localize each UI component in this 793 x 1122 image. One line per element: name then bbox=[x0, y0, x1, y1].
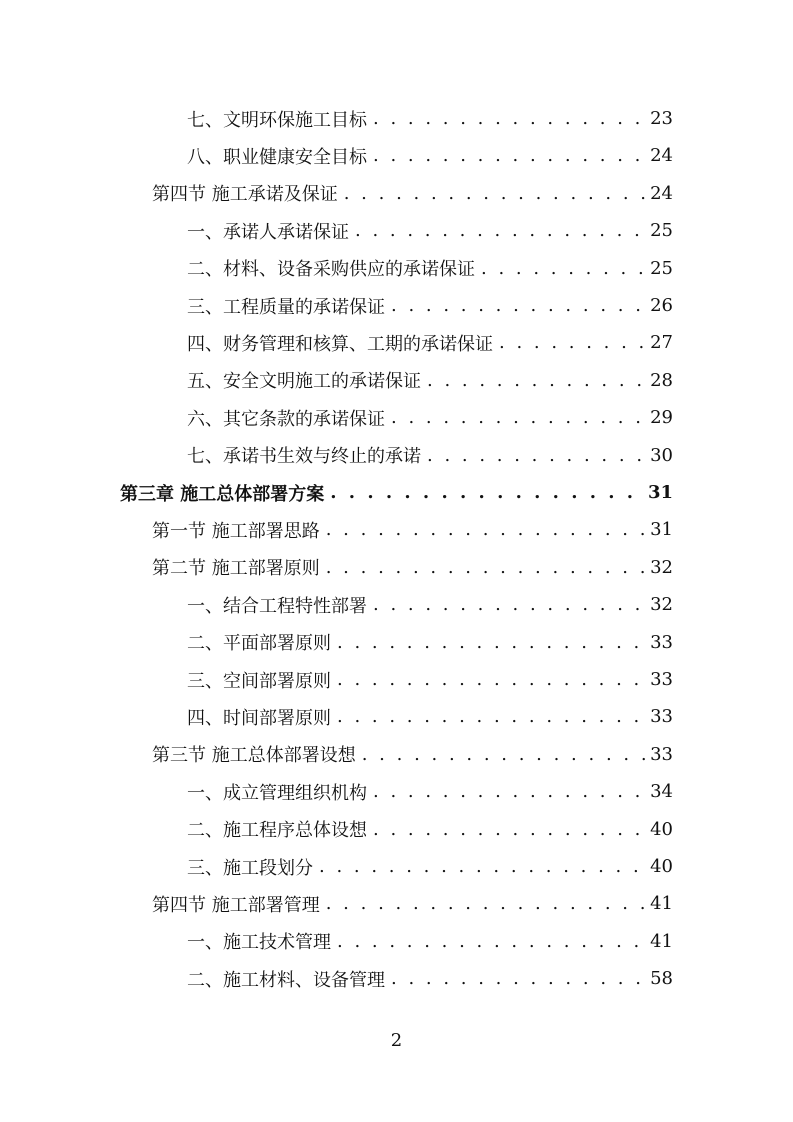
toc-dot-leader bbox=[319, 856, 645, 877]
toc-entry bbox=[187, 137, 673, 174]
toc-entry-page: 26 bbox=[650, 295, 673, 316]
toc-dot-leader bbox=[337, 706, 645, 727]
toc-entry bbox=[187, 437, 673, 474]
toc-entry-page: 58 bbox=[650, 968, 673, 990]
toc-entry bbox=[187, 250, 673, 287]
toc-entry bbox=[187, 960, 673, 997]
toc-entry bbox=[187, 661, 673, 698]
toc-entry bbox=[120, 474, 673, 511]
toc-dot-leader bbox=[481, 258, 645, 279]
toc-dot-leader bbox=[373, 594, 645, 615]
toc-entry bbox=[152, 736, 673, 773]
toc-dot-leader bbox=[362, 744, 645, 765]
toc-entry-title: 一、承诺人承诺保证 bbox=[187, 218, 355, 244]
toc-entry-page: 41 bbox=[650, 930, 673, 952]
toc-entry-title: 八、职业健康安全目标 bbox=[187, 143, 373, 169]
toc-entry-title: 第一节 施工部署思路 bbox=[152, 517, 326, 543]
toc-dot-leader bbox=[373, 145, 645, 166]
toc-dot-leader bbox=[355, 220, 645, 241]
toc-entry-page: 24 bbox=[650, 145, 673, 167]
toc-entry bbox=[187, 624, 673, 661]
toc-entry-page: 40 bbox=[650, 856, 673, 877]
toc-entry-title: 二、施工材料、设备管理 bbox=[187, 966, 391, 992]
toc-entry-page: 34 bbox=[650, 781, 673, 803]
toc-entry-page: 23 bbox=[650, 108, 673, 129]
toc-entry-page: 41 bbox=[650, 893, 673, 915]
toc-entry-title: 第三节 施工总体部署设想 bbox=[152, 741, 362, 767]
toc-dot-leader bbox=[337, 632, 645, 653]
toc-entry-title: 六、其它条款的承诺保证 bbox=[187, 405, 391, 431]
toc-entry-title: 第四节 施工部署管理 bbox=[152, 891, 326, 917]
toc-entry-page: 28 bbox=[650, 369, 673, 391]
toc-entry-title: 二、平面部署原则 bbox=[187, 629, 337, 655]
toc-entry bbox=[187, 399, 673, 436]
toc-entry-page: 33 bbox=[650, 743, 673, 765]
toc-entry-page: 30 bbox=[650, 444, 673, 466]
toc-entry bbox=[187, 848, 673, 885]
toc-entry-title: 第二节 施工部署原则 bbox=[152, 554, 326, 580]
toc-entry-page: 27 bbox=[650, 332, 673, 354]
toc-entry bbox=[187, 324, 673, 361]
toc-entry bbox=[187, 287, 673, 324]
toc-dot-leader bbox=[337, 669, 645, 690]
toc-dot-leader bbox=[499, 332, 645, 353]
toc-entry bbox=[187, 100, 673, 137]
toc-dot-leader bbox=[326, 893, 645, 914]
toc-entry bbox=[187, 212, 673, 249]
toc-entry bbox=[187, 923, 673, 960]
toc-entry-title: 四、财务管理和核算、工期的承诺保证 bbox=[187, 330, 499, 356]
toc-entry-page: 25 bbox=[650, 257, 673, 279]
toc-entry-page: 31 bbox=[647, 482, 673, 503]
toc-dot-leader bbox=[391, 968, 645, 989]
toc-entry-title: 第四节 施工承诺及保证 bbox=[152, 180, 344, 206]
toc-dot-leader bbox=[344, 183, 645, 204]
toc-entry-title: 三、施工段划分 bbox=[187, 854, 319, 880]
toc-entry bbox=[187, 698, 673, 735]
toc-entry bbox=[187, 362, 673, 399]
toc-entry-title: 二、材料、设备采购供应的承诺保证 bbox=[187, 255, 481, 281]
toc-dot-leader bbox=[326, 557, 645, 578]
toc-dot-leader bbox=[373, 781, 645, 802]
toc-entry bbox=[187, 811, 673, 848]
toc-entry-title: 五、安全文明施工的承诺保证 bbox=[187, 367, 427, 393]
toc-entry-page: 33 bbox=[650, 669, 673, 690]
toc-entry bbox=[187, 586, 673, 623]
toc-entry-title: 三、工程质量的承诺保证 bbox=[187, 293, 391, 319]
toc-entry bbox=[152, 175, 673, 212]
toc-entry bbox=[152, 549, 673, 586]
toc-entry-title: 一、结合工程特性部署 bbox=[187, 592, 373, 618]
toc-entry-page: 24 bbox=[650, 182, 673, 204]
toc-entry-title: 一、施工技术管理 bbox=[187, 928, 337, 954]
toc-entry bbox=[152, 511, 673, 548]
toc-entry-page: 32 bbox=[650, 556, 673, 578]
toc-entry-title: 七、承诺书生效与终止的承诺 bbox=[187, 442, 427, 468]
toc-entry-title: 二、施工程序总体设想 bbox=[187, 816, 373, 842]
toc-dot-leader bbox=[337, 931, 645, 952]
toc-entry-page: 31 bbox=[650, 519, 673, 541]
toc-entry-page: 32 bbox=[650, 594, 673, 616]
toc-dot-leader bbox=[427, 370, 645, 391]
toc-dot-leader bbox=[391, 407, 645, 428]
toc-entry-title: 第三章 施工总体部署方案 bbox=[120, 480, 330, 506]
toc-entry-page: 33 bbox=[650, 706, 673, 728]
toc-dot-leader bbox=[427, 445, 645, 466]
toc-entry bbox=[187, 773, 673, 810]
toc-entry-page: 40 bbox=[650, 818, 673, 840]
toc-entry-page: 29 bbox=[650, 407, 673, 429]
toc-entry-title: 三、空间部署原则 bbox=[187, 667, 337, 693]
toc-entry-title: 四、时间部署原则 bbox=[187, 704, 337, 730]
toc-entry-title: 七、文明环保施工目标 bbox=[187, 106, 373, 132]
toc-dot-leader bbox=[391, 295, 645, 316]
toc-entry-page: 25 bbox=[650, 220, 673, 242]
toc-entry-title: 一、成立管理组织机构 bbox=[187, 779, 373, 805]
toc-dot-leader bbox=[373, 108, 645, 129]
page-number: 2 bbox=[390, 1030, 403, 1051]
toc-entry bbox=[152, 885, 673, 922]
toc-entry-page: 33 bbox=[650, 631, 673, 653]
toc-dot-leader bbox=[326, 519, 645, 540]
toc-dot-leader bbox=[373, 819, 645, 840]
toc-dot-leader bbox=[330, 482, 644, 503]
